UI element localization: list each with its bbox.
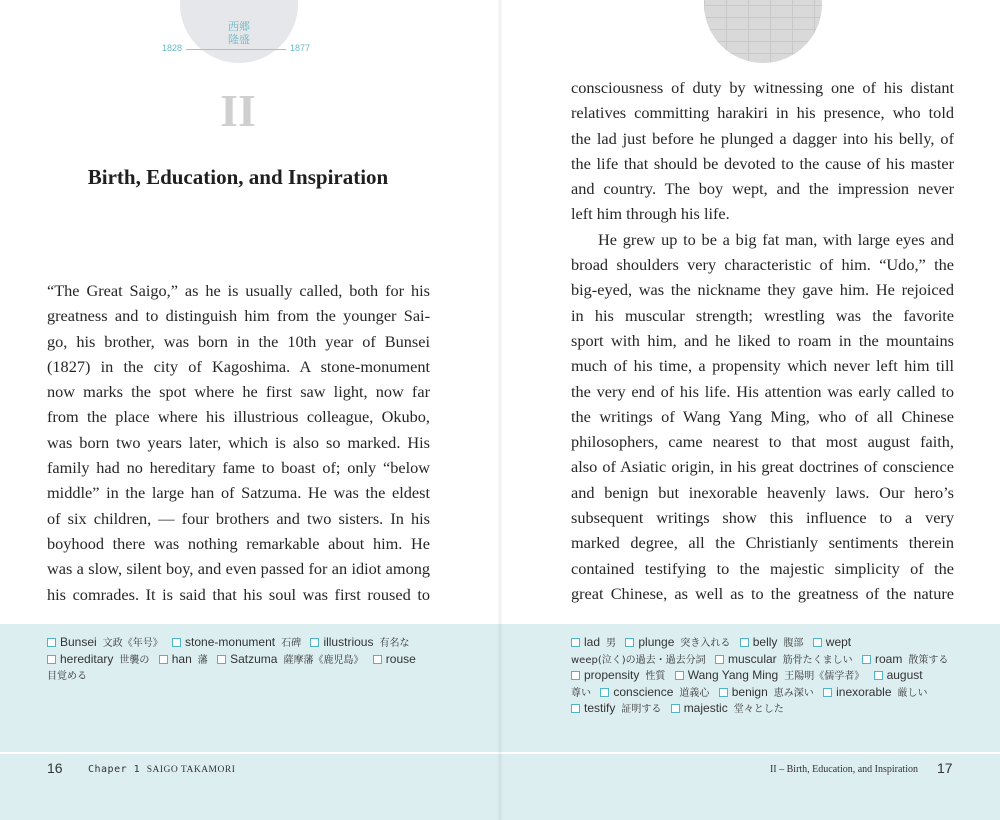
checkbox-icon[interactable] xyxy=(373,655,382,664)
book-gutter xyxy=(497,0,503,820)
text-line: (1827) in the city of Kagoshima. A stone-monument xyxy=(47,356,430,376)
checkbox-icon[interactable] xyxy=(47,655,56,664)
page-number: 16 xyxy=(47,760,63,776)
checkbox-icon[interactable] xyxy=(719,688,728,697)
checkbox-icon[interactable] xyxy=(813,638,822,647)
vocabulary-box-right xyxy=(500,624,1000,752)
vocab-item[interactable]: majestic 堂々とした xyxy=(671,701,784,715)
footer-band xyxy=(0,752,500,820)
checkbox-icon[interactable] xyxy=(571,638,580,647)
text-line: much of his time, a propensity which never left him till xyxy=(571,356,954,376)
text-line: his comrades. It is said that his soul was first roused to xyxy=(47,584,430,604)
text-line: subsequent writings show this influence to a very xyxy=(571,508,954,528)
text-line: the life that should be devoted to the cause of his master xyxy=(571,153,954,173)
text-line: great Chinese, as well as to the greatness of the nature xyxy=(571,583,954,603)
text-line: go, his brother, was born in the 10th year of Bunsei xyxy=(47,331,430,351)
text-line: in his muscular strength; wrestling was the favorite xyxy=(571,305,954,325)
checkbox-icon[interactable] xyxy=(675,671,684,680)
vocab-item[interactable]: Wang Yang Ming 王陽明《儒学者》 xyxy=(675,668,865,682)
text-line: marked degree, all the Christianly sentiments therein xyxy=(571,533,954,553)
header-photo-circle xyxy=(704,0,822,63)
vocab-item[interactable]: plunge 突き入れる xyxy=(625,635,730,649)
text-line: sport with him, and he liked to roam in the mountains xyxy=(571,330,954,350)
vocab-wrapped-meaning: 尊い xyxy=(571,687,591,699)
vocab-item[interactable]: Satzuma 薩摩藩《鹿児島》 xyxy=(217,652,363,666)
checkbox-icon[interactable] xyxy=(625,638,634,647)
checkbox-icon[interactable] xyxy=(862,655,871,664)
vocab-item[interactable]: conscience 道義心 xyxy=(600,685,709,699)
running-head-chapter: Chaper 1 xyxy=(88,764,141,775)
text-line: now marks the spot where he first saw light, now far xyxy=(47,382,430,402)
chapter-numeral: II xyxy=(220,85,256,136)
vocab-item[interactable]: testify 証明する xyxy=(571,701,661,715)
vocabulary-list xyxy=(571,635,981,718)
text-line: was born two years later, which is also so marked. His xyxy=(47,432,430,452)
vocab-item[interactable]: roam 散策する xyxy=(862,652,948,666)
kanji-line-1: 西郷 xyxy=(228,20,250,33)
vocab-item[interactable]: propensity 性質 xyxy=(571,668,665,682)
text-line: of six children, — four brothers and two sisters. In his xyxy=(47,508,430,528)
checkbox-icon[interactable] xyxy=(600,688,609,697)
vocab-wrapped-meaning: weep(泣く)の過去・過去分詞 xyxy=(571,654,706,666)
vocab-item[interactable]: stone-monument 石碑 xyxy=(172,635,301,649)
vocab-item[interactable]: Bunsei 文政《年号》 xyxy=(47,635,163,649)
checkbox-icon[interactable] xyxy=(823,688,832,697)
text-line: philosophers, came nearest to that most august faith, xyxy=(571,432,954,452)
text-line: relatives committing harakiri in his presence, who told xyxy=(571,103,954,123)
footer-band xyxy=(500,752,1000,820)
text-line: consciousness of duty by witnessing one of his distant xyxy=(571,78,954,97)
checkbox-icon[interactable] xyxy=(571,671,580,680)
running-head xyxy=(88,764,235,775)
right-page xyxy=(500,0,1000,820)
body-text-left xyxy=(47,278,430,607)
vocab-item[interactable]: hereditary 世襲の xyxy=(47,652,149,666)
checkbox-icon[interactable] xyxy=(47,638,56,647)
text-line: broad shoulders very characteristic of him. “Udo,” the xyxy=(571,255,954,275)
checkbox-icon[interactable] xyxy=(740,638,749,647)
text-line: greatness and to distinguish him from the younger Sai- xyxy=(47,306,430,326)
text-line: and benign but inexorable heavenly laws. Our hero’s xyxy=(571,482,954,502)
kanji-line-2: 隆盛 xyxy=(228,33,250,46)
vocab-item[interactable]: rouse xyxy=(373,652,416,666)
text-line: and country. The boy wept, and the impression never xyxy=(571,179,954,199)
body-text-right xyxy=(571,75,954,606)
text-line: He grew up to be a big fat man, with large eyes and xyxy=(598,229,954,249)
text-line: left him through his life. xyxy=(571,204,730,224)
text-line: big-eyed, was the nickname they gave him. He rejoiced xyxy=(571,280,954,300)
birth-year: 1828 xyxy=(162,43,183,53)
text-line: the lad just before he plunged a dagger into his belly, of xyxy=(571,128,954,148)
page-number: 17 xyxy=(937,760,953,776)
checkbox-icon[interactable] xyxy=(217,655,226,664)
chapter-title: Birth, Education, and Inspiration xyxy=(87,165,389,189)
death-year: 1877 xyxy=(290,43,311,53)
text-line: middle” in the large han of Satzuma. He was the eldest xyxy=(47,483,430,503)
checkbox-icon[interactable] xyxy=(172,638,181,647)
vocab-item[interactable]: inexorable 厳しい xyxy=(823,685,927,699)
checkbox-icon[interactable] xyxy=(159,655,168,664)
text-line: from the place where his illustrious colleague, Okubo, xyxy=(47,407,430,427)
vocabulary-box-left xyxy=(0,624,500,752)
vocab-item[interactable]: belly 腹部 xyxy=(740,635,804,649)
text-line: was a slow, silent boy, and even passed for an idiot among xyxy=(47,559,430,579)
lifespan-line xyxy=(186,49,286,50)
checkbox-icon[interactable] xyxy=(671,704,680,713)
text-line: also of Asiatic origin, in his great doctrines of conscience xyxy=(571,457,954,477)
text-line: family had no hereditary fame to boast of; only “below xyxy=(47,458,430,478)
text-line: “The Great Saigo,” as he is usually called, both for his xyxy=(47,281,430,300)
running-head-name: SAIGO TAKAMORI xyxy=(146,765,236,775)
checkbox-icon[interactable] xyxy=(715,655,724,664)
checkbox-icon[interactable] xyxy=(571,704,580,713)
chapter-kanji-name xyxy=(227,20,251,46)
checkbox-icon[interactable] xyxy=(310,638,319,647)
vocab-item[interactable]: august xyxy=(874,668,923,682)
vocab-item[interactable]: han 藩 xyxy=(159,652,208,666)
vocab-item[interactable]: illustrious 有名な xyxy=(310,635,409,649)
vocab-wrapped-meaning: 目覚める xyxy=(47,671,87,682)
text-line: boyhood there was nothing remarkable about him. He xyxy=(47,533,430,553)
checkbox-icon[interactable] xyxy=(874,671,883,680)
vocab-item[interactable]: wept xyxy=(813,635,851,649)
text-line: contained testifying to the majestic simplicity of the xyxy=(571,558,954,578)
vocabulary-list xyxy=(47,635,447,685)
vocab-item[interactable]: muscular 筋骨たくましい xyxy=(715,652,853,666)
running-head: II – Birth, Education, and Inspiration xyxy=(769,764,918,775)
vocab-item[interactable]: benign 恵み深い xyxy=(719,685,814,699)
vocab-item[interactable]: lad 男 xyxy=(571,635,616,649)
text-line: the writings of Wang Yang Ming, who of all Chinese xyxy=(571,406,954,426)
text-line: the very end of his life. His attention was early called to xyxy=(571,381,954,401)
